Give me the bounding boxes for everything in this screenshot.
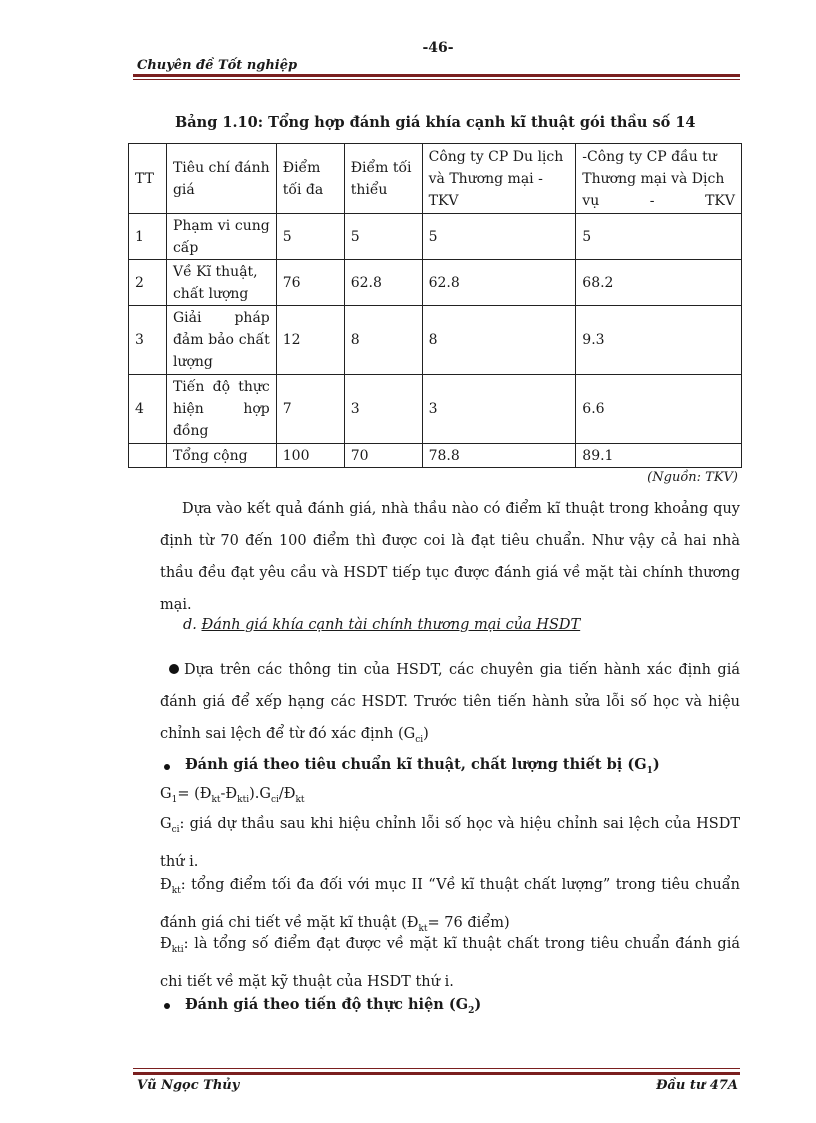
table-cell: 1: [129, 214, 167, 260]
table-cell: 12: [276, 306, 344, 375]
formula-g1: $G_1=$ $(Đ_{kt}-Đ_{kti}).G_{ci}/Đ_{kt}$: [160, 786, 305, 805]
table-cell: 4: [129, 375, 167, 444]
header-cell: TT: [129, 144, 167, 214]
table-source: (Nguồn: TKV): [647, 470, 738, 485]
table-cell: 2: [129, 260, 167, 306]
table-cell: 5: [576, 214, 742, 260]
gci-term: G: [160, 816, 172, 832]
table-cell: 78.8: [422, 444, 576, 468]
paragraph2-end: ): [423, 726, 429, 742]
header-rule-thick: [133, 74, 740, 77]
section-d-prefix: d.: [183, 617, 202, 633]
footer-rule-thick: [133, 1072, 740, 1075]
dkti-subscript: kti: [171, 944, 184, 955]
table-cell: 3: [422, 375, 576, 444]
bullet-small-icon: [164, 1003, 170, 1009]
table-total-row: [129, 444, 742, 468]
header-cell: Tiêu chí đánh giá: [166, 144, 276, 214]
bullet-technical-quality: [185, 752, 660, 784]
section-d-heading: [183, 617, 580, 633]
gci-subscript: ci: [171, 824, 180, 835]
bullet1-subscript: 1: [646, 765, 653, 776]
paragraph-financial-eval: [160, 654, 740, 756]
header-cell: -Công ty CP đầu tư Thương mại và Dịch vụ - TKV: [576, 144, 742, 214]
table-cell: Giải pháp đảm bảo chất lượng: [166, 306, 276, 375]
bullet1-text: Đánh giá theo tiêu chuẩn kĩ thuật, chất lượng thiết bị (G: [185, 756, 647, 773]
table-row: [129, 306, 742, 375]
header-cell: Công ty CP Du lịch và Thương mại - TKV: [422, 144, 576, 214]
table-cell: 76: [276, 260, 344, 306]
table-row: [129, 375, 742, 444]
table-row: [129, 214, 742, 260]
definition-dkti: [160, 928, 740, 998]
table-cell: 9.3: [576, 306, 742, 375]
section-d-title: Đánh giá khía cạnh tài chính thương mại của HSDT: [201, 617, 581, 633]
table-cell: 5: [422, 214, 576, 260]
header-cell: Điểm tối đa: [276, 144, 344, 214]
table-cell: 6.6: [576, 375, 742, 444]
header-cell: Điểm tối thiểu: [344, 144, 422, 214]
bullet-schedule: [185, 992, 481, 1024]
table-cell: Về Kĩ thuật, chất lượng: [166, 260, 276, 306]
definition-gci: [160, 808, 740, 878]
bullet1-end: ): [652, 756, 660, 773]
table-cell: Tiến độ thực hiện hợp đồng: [166, 375, 276, 444]
dkt-definition-a: : tổng điểm tối đa đối với mục II “Về kĩ thuật chất lượng” trong tiêu chuẩn đánh giá chi tiết về mặt kĩ thuật (Đ: [160, 877, 740, 931]
table-cell: 89.1: [576, 444, 742, 468]
paragraph2-text: Dựa trên các thông tin của HSDT, các chuyên gia tiến hành xác định giá đánh giá để xếp hạng các HSDT. Trước tiên tiến hành sửa lỗi số học và hiệu chỉnh sai lệch để từ đó xác định (G: [160, 662, 740, 742]
footer-author: Vũ Ngọc Thủy: [137, 1078, 240, 1093]
footer-course: Đầu tư 47A: [656, 1078, 738, 1093]
table-cell: 62.8: [344, 260, 422, 306]
dkt-definition-b: = 76 điểm): [427, 914, 510, 931]
table-cell: [129, 444, 167, 468]
header-title: Chuyên đề Tốt nghiệp: [137, 58, 298, 73]
table-cell: 68.2: [576, 260, 742, 306]
bullet2-text: Đánh giá theo tiến độ thực hiện (G: [185, 996, 469, 1013]
table-row: [129, 260, 742, 306]
table-cell: 3: [129, 306, 167, 375]
table-cell: 70: [344, 444, 422, 468]
score-table: [128, 143, 742, 468]
bullet2-subscript: 2: [468, 1005, 475, 1016]
table-caption: Bảng 1.10: Tổng hợp đánh giá khía cạnh kĩ thuật gói thầu số 14: [175, 114, 696, 131]
table-cell: 8: [422, 306, 576, 375]
table-cell: 5: [276, 214, 344, 260]
dkt-subscript: kt: [171, 885, 181, 896]
table-cell: 8: [344, 306, 422, 375]
gci-definition: : giá dự thầu sau khi hiệu chỉnh lỗi số học và hiệu chỉnh sai lệch của HSDT thứ i.: [160, 816, 740, 870]
footer-rule-thin: [133, 1068, 740, 1069]
table-cell: Phạm vi cung cấp: [166, 214, 276, 260]
table-cell: 3: [344, 375, 422, 444]
table-cell: Tổng cộng: [166, 444, 276, 468]
paragraph2-subscript: ci: [415, 734, 424, 745]
dkt-term: Đ: [160, 877, 172, 893]
page-number: -46-: [422, 40, 454, 56]
table-cell: 7: [276, 375, 344, 444]
dkt-definition-subscript: kt: [418, 923, 428, 934]
dkti-definition: : là tổng số điểm đạt được về mặt kĩ thuật chất trong tiêu chuẩn đánh giá chi tiết về mặt kỹ thuật của HSDT thứ i.: [160, 936, 740, 990]
table-header-row: [129, 144, 742, 214]
table-cell: 100: [276, 444, 344, 468]
dkti-term: Đ: [160, 936, 172, 952]
bullet-small-icon: [164, 764, 170, 770]
paragraph-technical-result: Dựa vào kết quả đánh giá, nhà thầu nào có điểm kĩ thuật trong khoảng quy định từ 70 đến 100 điểm thì được coi là đạt tiêu chuẩn. Như vậy cả hai nhà thầu đều đạt yêu cầu và HSDT tiếp tục được đánh giá về mặt tài chính thương mại.: [160, 501, 740, 613]
table-cell: 62.8: [422, 260, 576, 306]
table-cell: 5: [344, 214, 422, 260]
header-rule-thin: [133, 79, 740, 80]
bullet2-end: ): [474, 996, 482, 1013]
